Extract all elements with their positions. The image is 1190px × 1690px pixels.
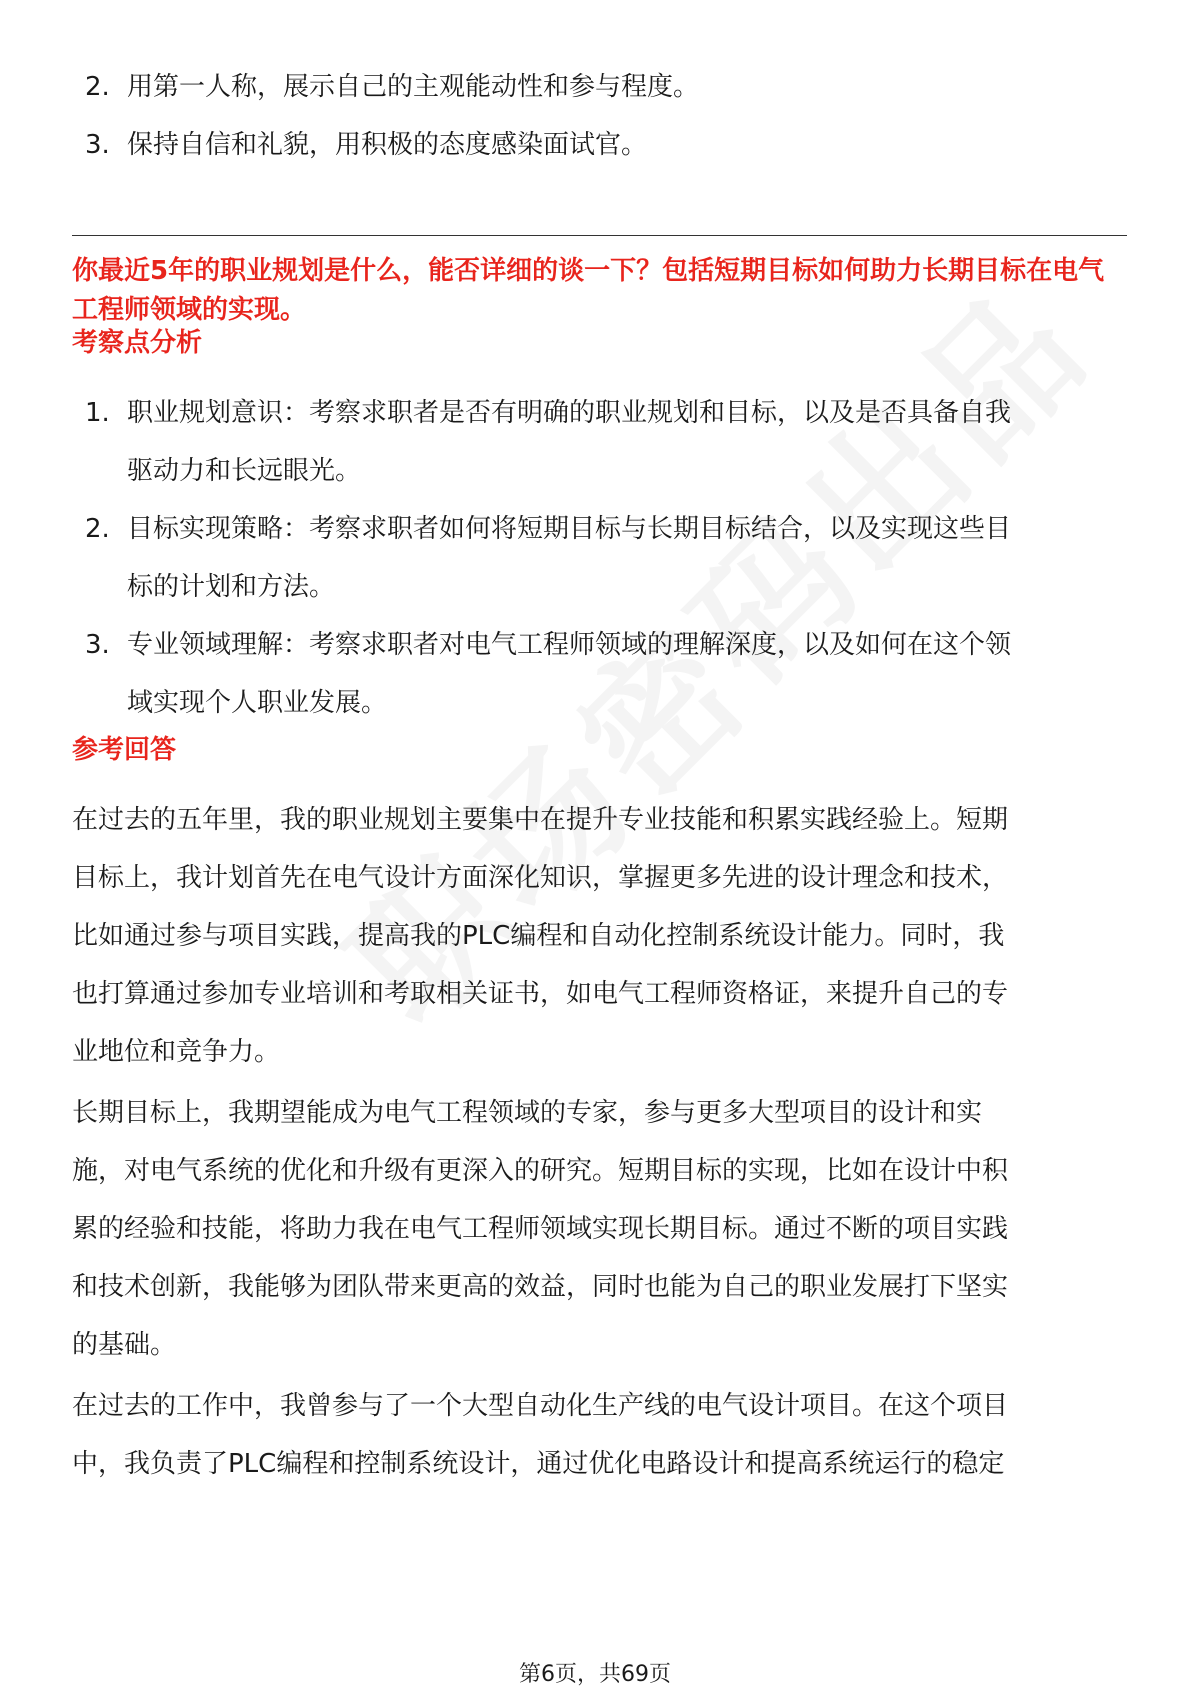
- section-divider: [72, 235, 1127, 236]
- paragraph-line: 中，我负责了PLC编程和控制系统设计，通过优化电路设计和提高系统运行的稳定: [72, 1449, 1005, 1479]
- answer-paragraph: [72, 791, 1124, 1081]
- list-item: [72, 58, 1117, 116]
- list-text-line: 域实现个人职业发展。: [127, 688, 388, 718]
- paragraph-line: 和技术创新，我能够为团队带来更高的效益，同时也能为自己的职业发展打下坚实: [72, 1272, 1009, 1302]
- list-text-line: 职业规划意识：考察求职者是否有明确的职业规划和目标，以及是否具备自我: [127, 398, 1012, 428]
- list-text-line: 专业领域理解：考察求职者对电气工程师领域的理解深度，以及如何在这个领: [127, 630, 1012, 660]
- list-item: [72, 116, 1117, 174]
- answer-heading: 参考回答: [72, 735, 177, 765]
- list-number: 3.: [85, 630, 110, 660]
- paragraph-line: 施，对电气系统的优化和升级有更深入的研究。短期目标的实现，比如在设计中积: [72, 1156, 1009, 1186]
- analysis-heading: 考察点分析: [72, 328, 203, 358]
- paragraph-line: 长期目标上，我期望能成为电气工程领域的专家，参与更多大型项目的设计和实: [72, 1098, 983, 1128]
- paragraph-line: 比如通过参与项目实践，提高我的PLC编程和自动化控制系统设计能力。同时，我: [72, 921, 1005, 951]
- paragraph-line: 目标上，我计划首先在电气设计方面深化知识，掌握更多先进的设计理念和技术，: [72, 863, 1009, 893]
- list-text: 保持自信和礼貌，用积极的态度感染面试官。: [127, 130, 648, 160]
- list-number: 2.: [85, 514, 110, 544]
- list-item: [72, 384, 1117, 500]
- paragraph-line: 在过去的五年里，我的职业规划主要集中在提升专业技能和积累实践经验上。短期: [72, 805, 1009, 835]
- answer-paragraph: [72, 1084, 1124, 1374]
- paragraph-line: 的基础。: [72, 1330, 177, 1360]
- list-text-line: 标的计划和方法。: [127, 572, 336, 602]
- list-item: [72, 616, 1117, 732]
- list-text: 用第一人称，展示自己的主观能动性和参与程度。: [127, 72, 700, 102]
- answer-paragraph: [72, 1377, 1124, 1493]
- analysis-list: [72, 384, 1117, 732]
- paragraph-line: 累的经验和技能，将助力我在电气工程师领域实现长期目标。通过不断的项目实践: [72, 1214, 1009, 1244]
- list-number: 3.: [85, 130, 110, 160]
- list-number: 1.: [85, 398, 110, 428]
- list-item: [72, 500, 1117, 616]
- list-text-line: 驱动力和长远眼光。: [127, 456, 362, 486]
- list-text-line: 目标实现策略：考察求职者如何将短期目标与长期目标结合，以及实现这些目: [127, 514, 1012, 544]
- list-number: 2.: [85, 72, 110, 102]
- paragraph-line: 在过去的工作中，我曾参与了一个大型自动化生产线的电气设计项目。在这个项目: [72, 1391, 1009, 1421]
- interview-question: 你最近5年的职业规划是什么，能否详细的谈一下？包括短期目标如何助力长期目标在电气工程师领域的实现。: [72, 256, 1105, 325]
- paragraph-line: 业地位和竞争力。: [72, 1037, 281, 1067]
- tips-list: [72, 58, 1117, 174]
- page-number: 第6页，共69页: [519, 1662, 671, 1687]
- paragraph-line: 也打算通过参加专业培训和考取相关证书，如电气工程师资格证，来提升自己的专: [72, 979, 1009, 1009]
